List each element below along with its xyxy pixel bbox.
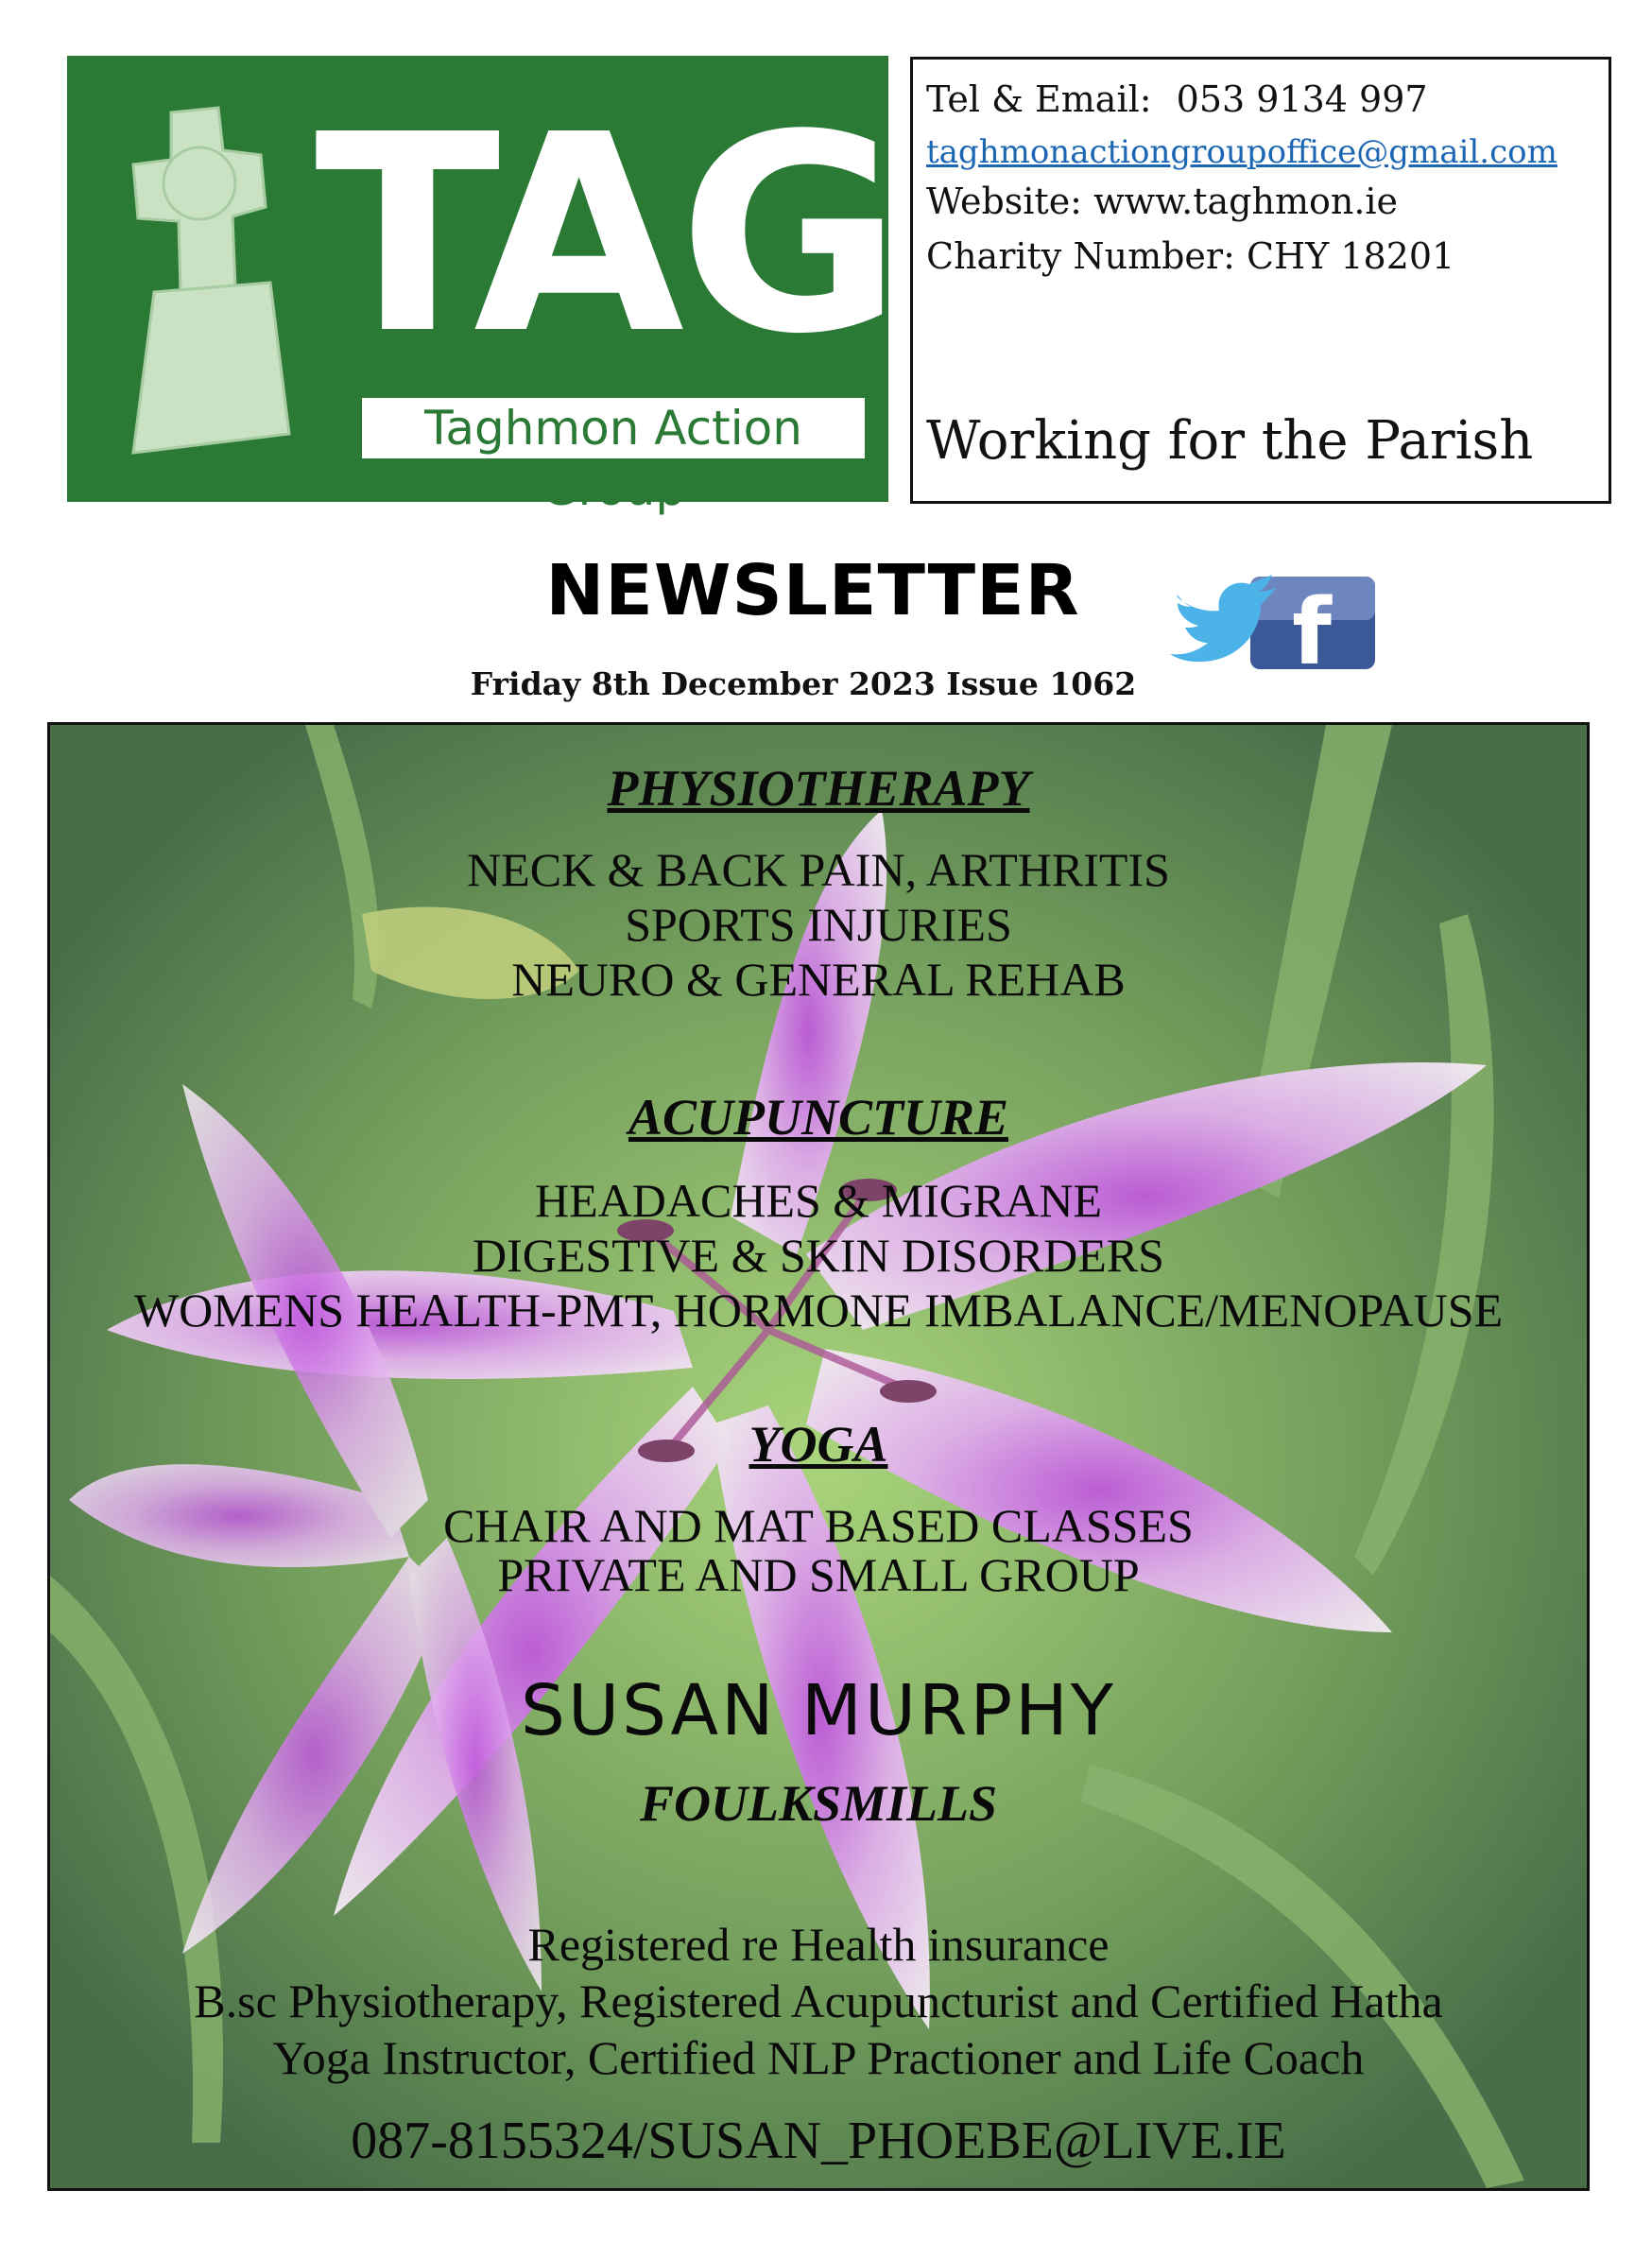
logo-letters: TAG	[315, 77, 897, 393]
acupuncture-item: HEADACHES & MIGRANE	[535, 1174, 1102, 1227]
phone-email-line[interactable]: 087-8155324/SUSAN_PHOEBE@LIVE.IE	[351, 2112, 1286, 2170]
issue-date-line: Friday 8th December 2023 Issue 1062	[470, 665, 1137, 702]
physio-item: NEURO & GENERAL REHAB	[511, 953, 1126, 1006]
registration-line: B.sc Physiotherapy, Registered Acupuncturist and Certified Hatha	[194, 1974, 1443, 2027]
contact-box	[910, 57, 1611, 504]
tag-logo	[67, 56, 897, 516]
acupuncture-heading: ACUPUNCTURE	[628, 1089, 1009, 1146]
svg-text:f: f	[1292, 579, 1332, 673]
yoga-item: PRIVATE AND SMALL GROUP	[497, 1548, 1140, 1601]
email-link[interactable]: taghmonactiongroupoffice@gmail.com	[926, 133, 1557, 171]
acupuncture-item: WOMENS HEALTH-PMT, HORMONE IMBALANCE/MENOPAUSE	[133, 1284, 1504, 1336]
tel-number: 053 9134 997	[1176, 78, 1428, 120]
registration-line: Registered re Health insurance	[527, 1918, 1110, 1971]
yoga-item: CHAIR AND MAT BASED CLASSES	[443, 1499, 1194, 1552]
motto: Working for the Parish	[926, 410, 1534, 472]
website-line: Website: www.taghmon.ie	[926, 181, 1399, 222]
physio-item: NECK & BACK PAIN, ARTHRITIS	[467, 843, 1170, 896]
yoga-heading: YOGA	[749, 1416, 888, 1473]
logo-subtitle: Taghmon Action Group	[362, 398, 865, 458]
registration-line: Yoga Instructor, Certified NLP Practioner and Life Coach	[272, 2031, 1365, 2084]
practitioner-name: SUSAN MURPHY	[521, 1670, 1116, 1751]
charity-line: Charity Number: CHY 18201	[926, 235, 1455, 277]
acupuncture-item: DIGESTIVE & SKIN DISORDERS	[473, 1229, 1164, 1282]
physio-heading: PHYSIOTHERAPY	[607, 760, 1030, 817]
practitioner-location: FOULKSMILLS	[639, 1775, 998, 1832]
physio-item: SPORTS INJURIES	[625, 898, 1012, 951]
newsletter-title: NEWSLETTER	[545, 550, 1080, 631]
advert-box	[47, 722, 1590, 2191]
social-icons	[1170, 569, 1378, 673]
tel-label: Tel & Email:	[926, 78, 1152, 120]
tel-line	[926, 78, 1428, 122]
